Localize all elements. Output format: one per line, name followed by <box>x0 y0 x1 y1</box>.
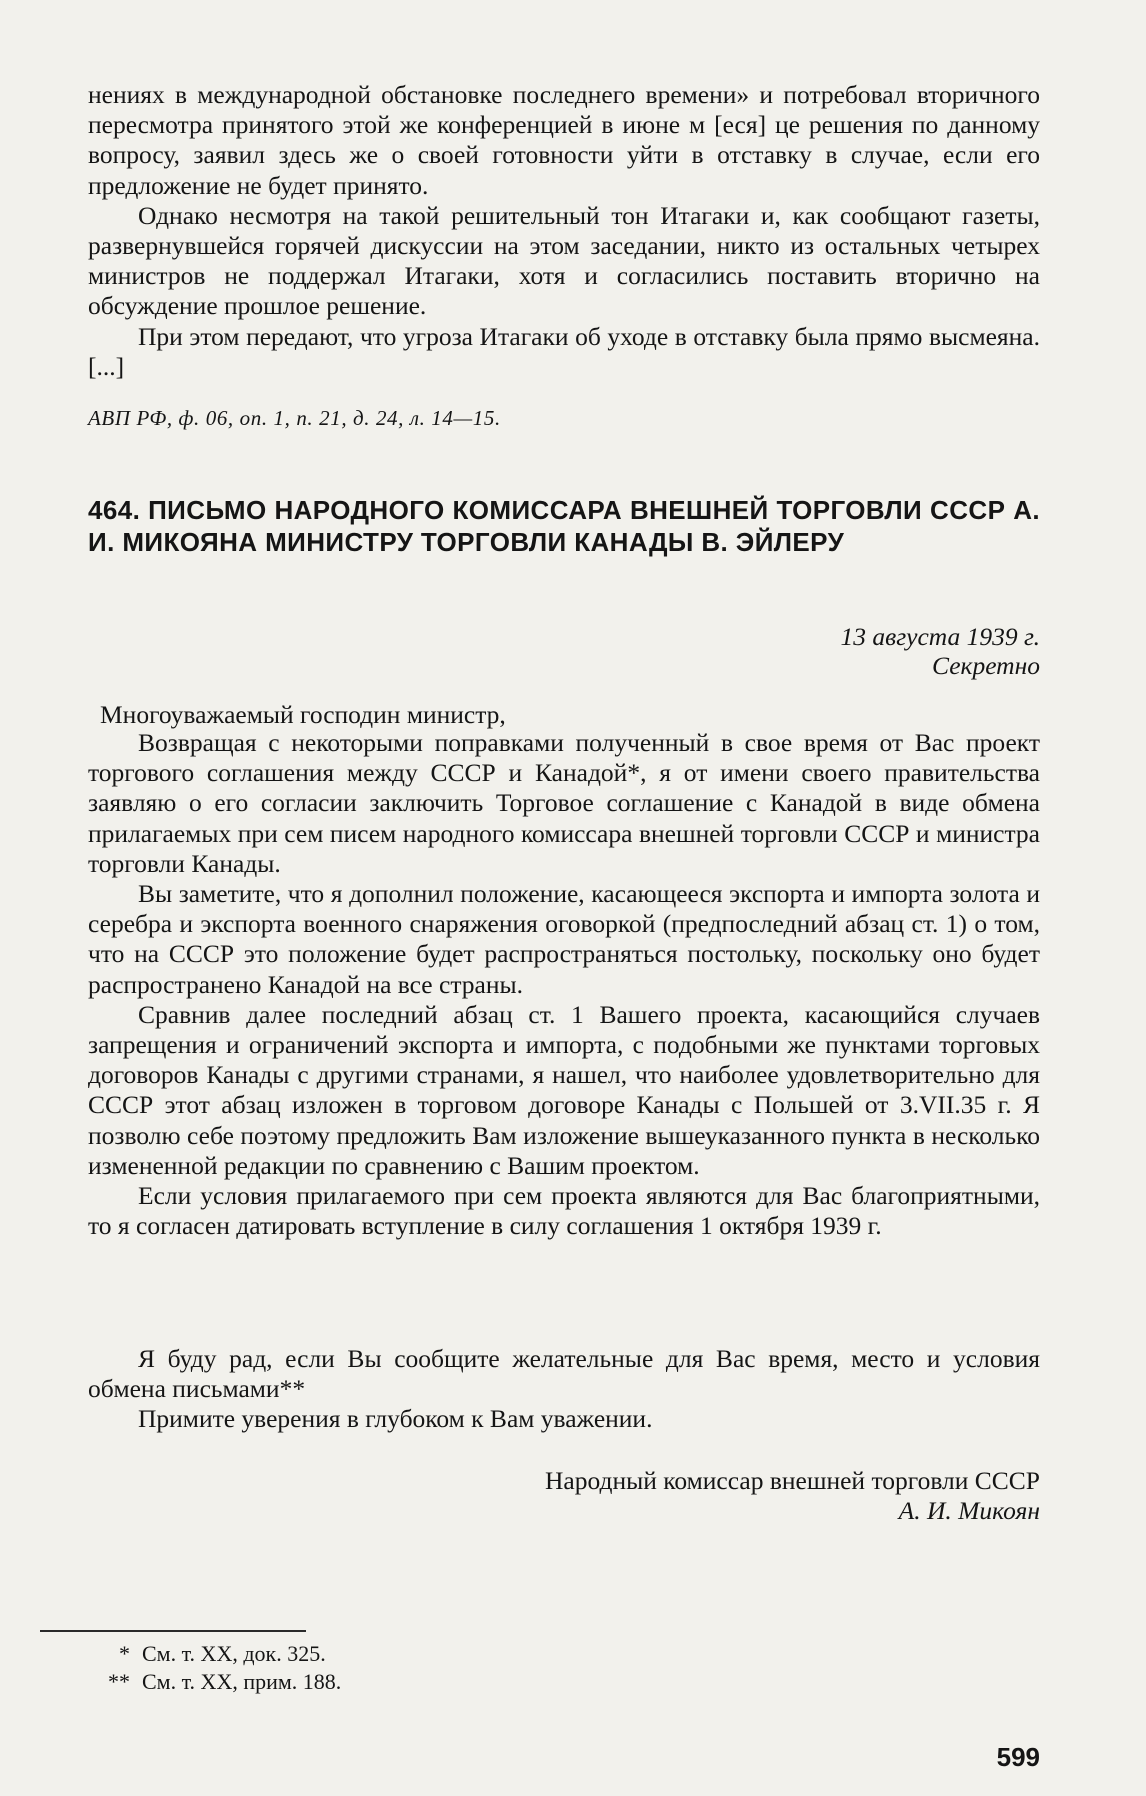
footnote-text: См. т. XX, прим. 188. <box>142 1669 342 1694</box>
document-date: 13 августа 1939 г. <box>840 622 1040 651</box>
paragraph: Вы заметите, что я дополнил положение, касающееся экспорта и импорта золота и серебра и экспорта военного снаряжения оговоркой (предпоследний абзац ст. 1) о том, что на СССР это положение будет распространяться постольку, поскольку оно будет распространено Канадой на все страны. <box>88 879 1040 999</box>
paragraph: Я буду рад, если Вы сообщите желательные для Вас время, место и условия обмена письмами** <box>88 1344 1040 1404</box>
paragraph: нениях в международной обстановке последнего времени» и потребовал вторичного пересмотра принятого этой же конференцией в июне м [еся] це решения по данному вопросу, заявил здесь же о своей готовности уйти в отставку в случае, если его предложение не будет принято. <box>88 80 1040 200</box>
letter-closing <box>88 1344 1040 1435</box>
page-number: 599 <box>996 1742 1040 1772</box>
footnotes <box>88 1640 341 1696</box>
footnote-mark: * <box>119 1641 130 1666</box>
document-heading: 464. ПИСЬМО НАРОДНОГО КОМИССАРА ВНЕШНЕЙ ТОРГОВЛИ СССР А. И. МИКОЯНА МИНИСТРУ ТОРГОВЛИ КАНАДЫ В. ЭЙЛЕРУ <box>88 495 1040 557</box>
footnote-divider <box>40 1630 306 1632</box>
paragraph: Если условия прилагаемого при сем проекта являются для Вас благоприятными, то я согласен датировать вступление в силу соглашения 1 октября 1939 г. <box>88 1181 1040 1241</box>
archive-source-reference: АВП РФ, ф. 06, оп. 1, п. 21, д. 24, л. 14—15. <box>88 406 501 430</box>
preceding-document-text <box>88 80 1040 382</box>
letter-body <box>88 728 1040 1241</box>
paragraph: Сравнив далее последний абзац ст. 1 Вашего проекта, касающийся случаев запрещения и ограничений экспорта и импорта, с подобными же пунктами торговых договоров Канады с другими странами, я нашел, что наиболее удовлетворительно для СССР этот абзац изложен в торговом договоре Канады с Польшей от 3.VII.35 г. Я позволю себе поэтому предложить Вам изложение вышеуказанного пункта в несколько измененной редакции по сравнению с Вашим проектом. <box>88 999 1040 1180</box>
paragraph: Примите уверения в глубоком к Вам уважении. <box>138 1404 653 1434</box>
paragraph: Однако несмотря на такой решительный тон Итагаки и, как сообщают газеты, развернувшейся горячей дискуссии на этом заседании, никто из остальных четырех министров не поддержал Итагаки, хотя и согласились поставить вторично на обсуждение прошлое решение. <box>88 200 1040 321</box>
paragraph: При этом передают, что угроза Итагаки об уходе в отставку была прямо высмеяна. [...] <box>88 321 1040 381</box>
classification-mark: Секретно <box>932 651 1040 680</box>
footnote <box>88 1640 341 1668</box>
letter-salutation: Многоуважаемый господин министр, <box>100 700 506 729</box>
signature-name: А. И. Микоян <box>898 1496 1040 1525</box>
paragraph: Возвращая с некоторыми поправками полученный в свое время от Вас проект торгового соглашения между СССР и Канадой*, я от имени своего правительства заявляю о его согласии заключить Торговое соглашение с Канадой в виде обмена прилагаемых при сем писем народного комиссара внешней торговли СССР и министра торговли Канады. <box>88 728 1040 878</box>
footnote <box>88 1668 341 1696</box>
signature-title: Народный комиссар внешней торговли СССР <box>545 1466 1040 1495</box>
footnote-mark: ** <box>108 1669 130 1694</box>
footnote-text: См. т. XX, док. 325. <box>142 1641 326 1666</box>
